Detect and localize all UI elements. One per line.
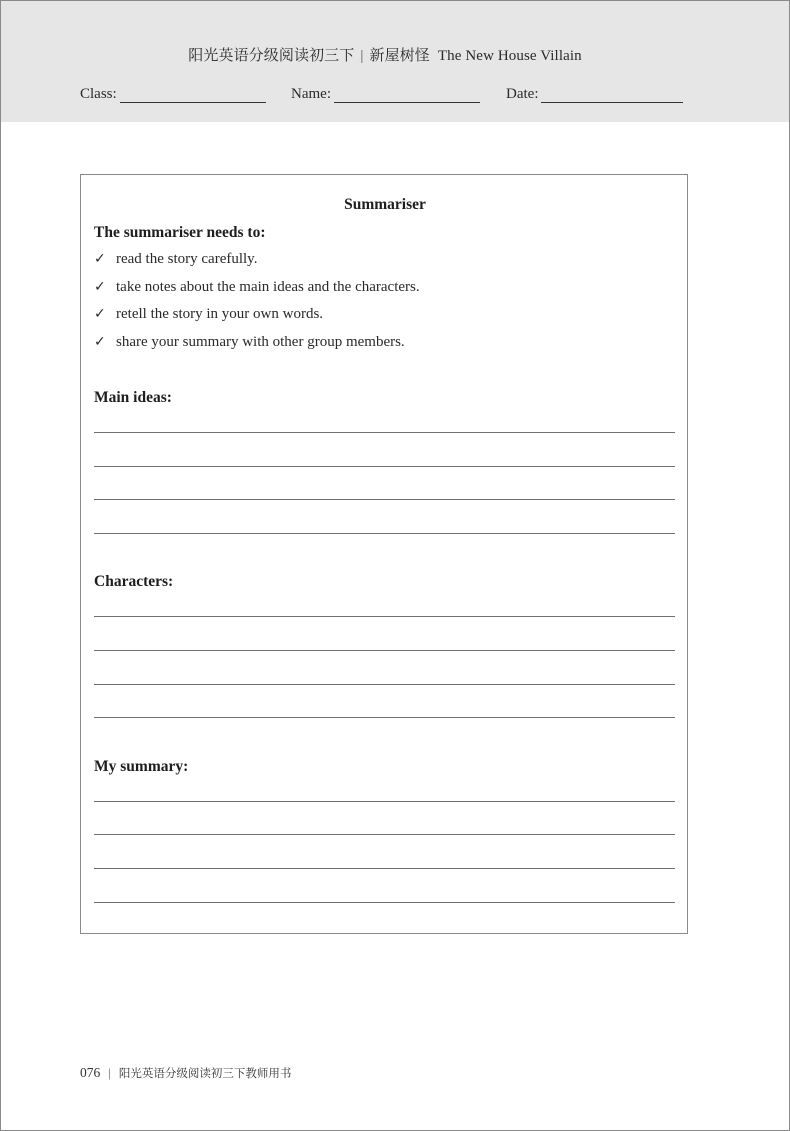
page-footer [80, 1065, 291, 1081]
summary-writing-line[interactable] [94, 868, 675, 869]
main-ideas-writing-line[interactable] [94, 499, 675, 500]
worksheet-intro: The summariser needs to: [94, 224, 266, 241]
task-text: read the story carefully. [116, 251, 258, 267]
name-label: Name: [291, 86, 331, 102]
task-text: retell the story in your own words. [116, 306, 324, 323]
my-summary-label: My summary: [94, 758, 189, 775]
page-number: 076 [80, 1065, 101, 1080]
checkmark-icon: ✓ [94, 306, 106, 323]
date-label: Date: [506, 86, 539, 102]
task-list [94, 251, 420, 361]
name-field [291, 85, 480, 103]
characters-label: Characters: [94, 573, 174, 590]
main-ideas-label: Main ideas: [94, 389, 172, 406]
footer-book-title: 阳光英语分级阅读初三下教师用书 [118, 1068, 292, 1080]
worksheet-title: Summariser [344, 196, 426, 213]
worksheet-box [80, 174, 688, 934]
class-field [80, 85, 266, 103]
characters-writing-line[interactable] [94, 616, 675, 617]
main-ideas-writing-line[interactable] [94, 533, 675, 534]
task-item [94, 251, 420, 279]
summary-writing-line[interactable] [94, 834, 675, 835]
task-item [94, 306, 420, 334]
characters-writing-line[interactable] [94, 650, 675, 651]
name-blank[interactable] [334, 85, 480, 103]
task-text: take notes about the main ideas and the characters. [116, 278, 420, 295]
date-blank[interactable] [541, 85, 683, 103]
series-title: 阳光英语分级阅读初三下 [188, 48, 355, 64]
main-ideas-writing-line[interactable] [94, 466, 675, 467]
footer-separator: | [108, 1065, 111, 1080]
date-field [506, 85, 683, 103]
story-title-cn: 新屋树怪 [369, 48, 430, 64]
main-ideas-writing-line[interactable] [94, 432, 675, 433]
task-item [94, 279, 420, 307]
checkmark-icon: ✓ [94, 333, 106, 350]
header-title [1, 44, 769, 65]
summary-writing-line[interactable] [94, 902, 675, 903]
characters-writing-line[interactable] [94, 684, 675, 685]
checkmark-icon: ✓ [94, 278, 106, 295]
task-text: share your summary with other group members. [116, 333, 405, 350]
title-separator: | [360, 48, 364, 64]
class-label: Class: [80, 86, 117, 102]
summary-writing-line[interactable] [94, 801, 675, 802]
story-title-en: The New House Villain [437, 48, 582, 64]
class-blank[interactable] [120, 85, 266, 103]
page-header [1, 1, 789, 122]
checkmark-icon: ✓ [94, 251, 106, 267]
characters-writing-line[interactable] [94, 717, 675, 718]
task-item [94, 334, 420, 362]
